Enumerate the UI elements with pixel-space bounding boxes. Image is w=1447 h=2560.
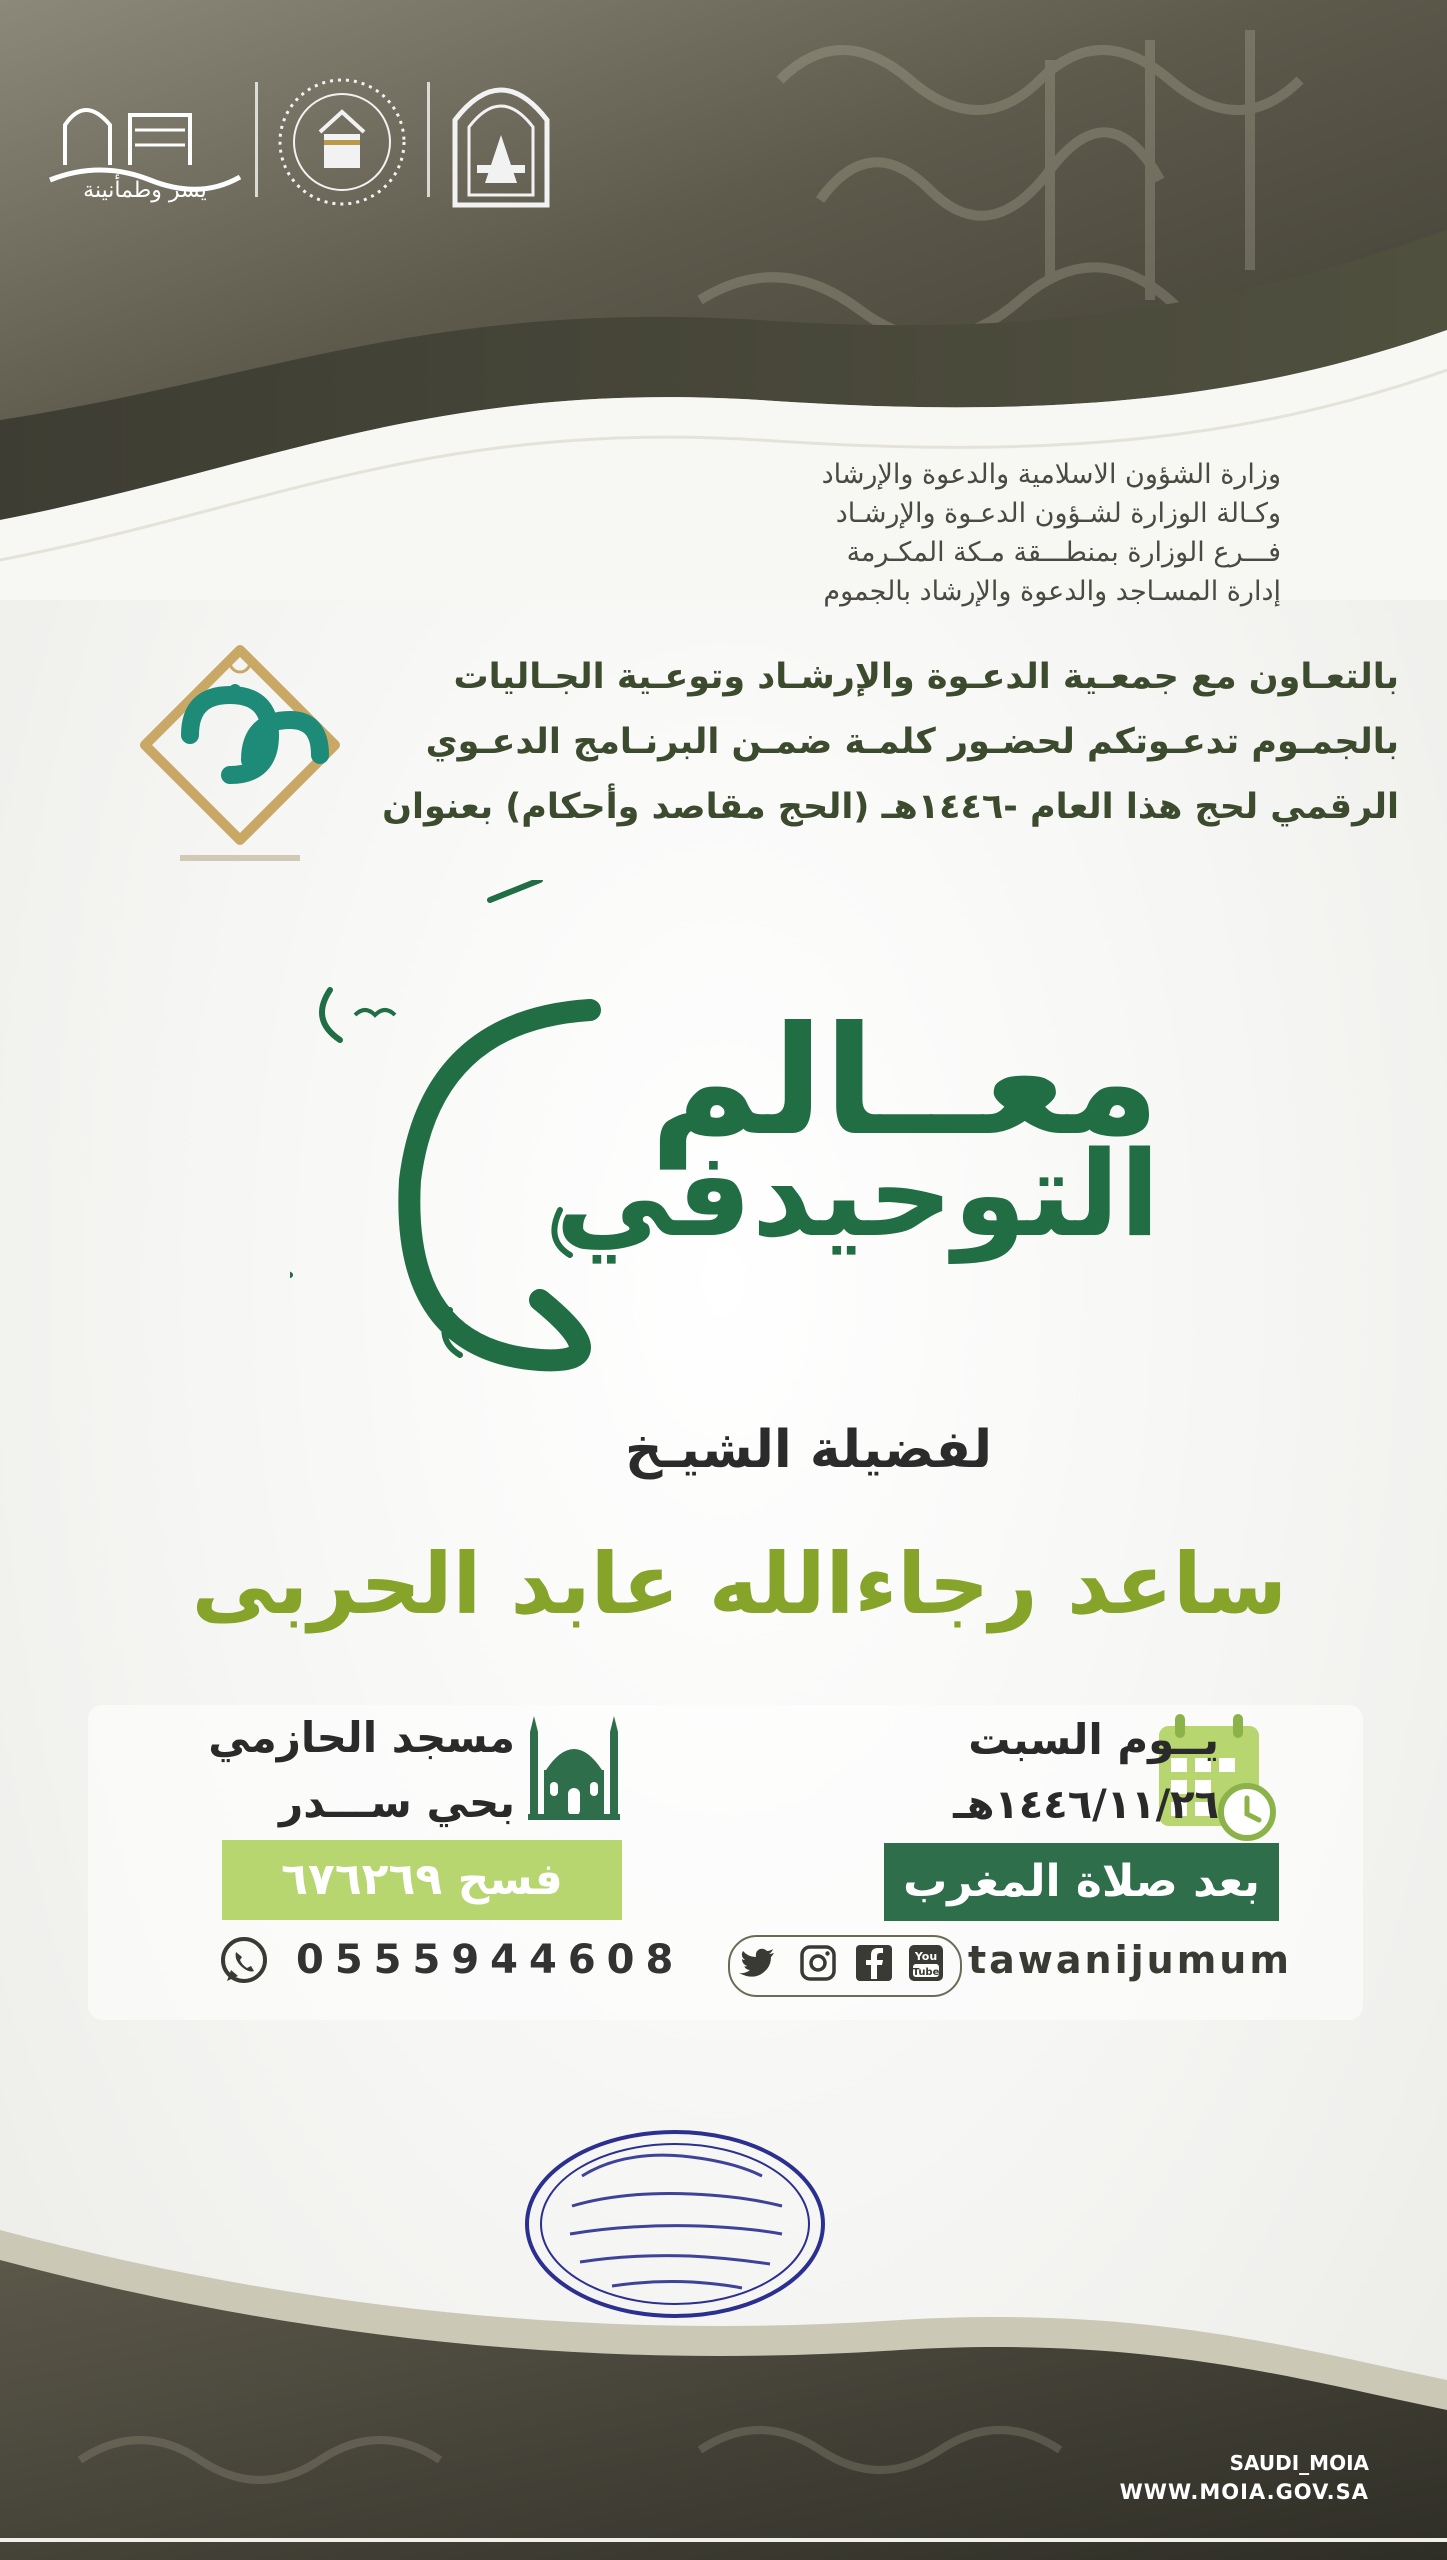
title-line-1: معــالم [649, 995, 1160, 1169]
official-stamp [522, 2126, 828, 2322]
logos-group [40, 60, 580, 220]
hajj-logo [272, 72, 412, 212]
ministry-header [581, 455, 1281, 611]
association-logo [120, 640, 360, 870]
footer-social-handle: SAUDI_MOIA [1229, 2451, 1369, 2475]
mosque-icon [528, 1712, 620, 1820]
ministry-line: وكـالة الوزارة لشـؤون الدعـوة والإرشـاد [835, 498, 1281, 529]
logo-divider [255, 82, 258, 197]
mosque-district: بحي ســـدر [279, 1778, 515, 1827]
event-date: ١٤٤٦/١١/٢٦هـ [953, 1782, 1219, 1828]
event-day: يــوم السبت [968, 1715, 1219, 1764]
facebook-icon [854, 1943, 894, 1983]
ministry-line: إدارة المسـاجد والدعوة والإرشاد بالجموم [823, 576, 1281, 607]
whatsapp-icon [218, 1935, 270, 1987]
svg-text:You: You [914, 1950, 938, 1963]
yusr-wa-tumaninah-logo [40, 85, 250, 205]
twitter-icon [738, 1943, 778, 1983]
title-line-2: التوحيدفي [555, 1125, 1160, 1263]
phone-number: 0555944608 [296, 1937, 685, 1983]
invitation-text [382, 645, 1399, 840]
event-title [290, 880, 1170, 1400]
svg-text:Tube: Tube [912, 1967, 940, 1978]
logo-divider [427, 82, 430, 197]
invitation-line: بالجمـوم تدعـوتكم لحضـور كلمـة ضمـن البرنـامج الدعـوي [425, 722, 1399, 762]
svg-text:يسر وطمأنينة: يسر وطمأنينة [83, 178, 207, 203]
event-time-bar: بعد صلاة المغرب [884, 1843, 1279, 1921]
instagram-icon [798, 1943, 838, 1983]
invitation-line: بالتعـاون مع جمعـية الدعـوة والإرشـاد وتوعـية الجـاليات [453, 657, 1399, 697]
ministry-line: فـــرع الوزارة بمنطـــقة مـكة المكـرمة [846, 537, 1281, 568]
speaker-name: ساعد رجاءالله عابد الحربى [191, 1535, 1287, 1633]
social-handle: tawanijumum [968, 1938, 1292, 1982]
ministry-of-islamic-affairs-logo [445, 65, 557, 215]
license-bar: فسح ٦٧٦٢٦٩ [222, 1840, 622, 1920]
youtube-icon [906, 1943, 946, 1983]
speaker-title: لفضيلة الشيـخ [624, 1420, 992, 1480]
invitation-line: الرقمي لحج هذا العام -١٤٤٦هـ (الحج مقاصد وأحكام) بعنوان [382, 787, 1399, 827]
footer-website: WWW.MOIA.GOV.SA [1119, 2480, 1369, 2504]
ministry-line: وزارة الشؤون الاسلامية والدعوة والإرشاد [821, 459, 1281, 490]
mosque-name: مسجد الحازمي [208, 1713, 515, 1762]
